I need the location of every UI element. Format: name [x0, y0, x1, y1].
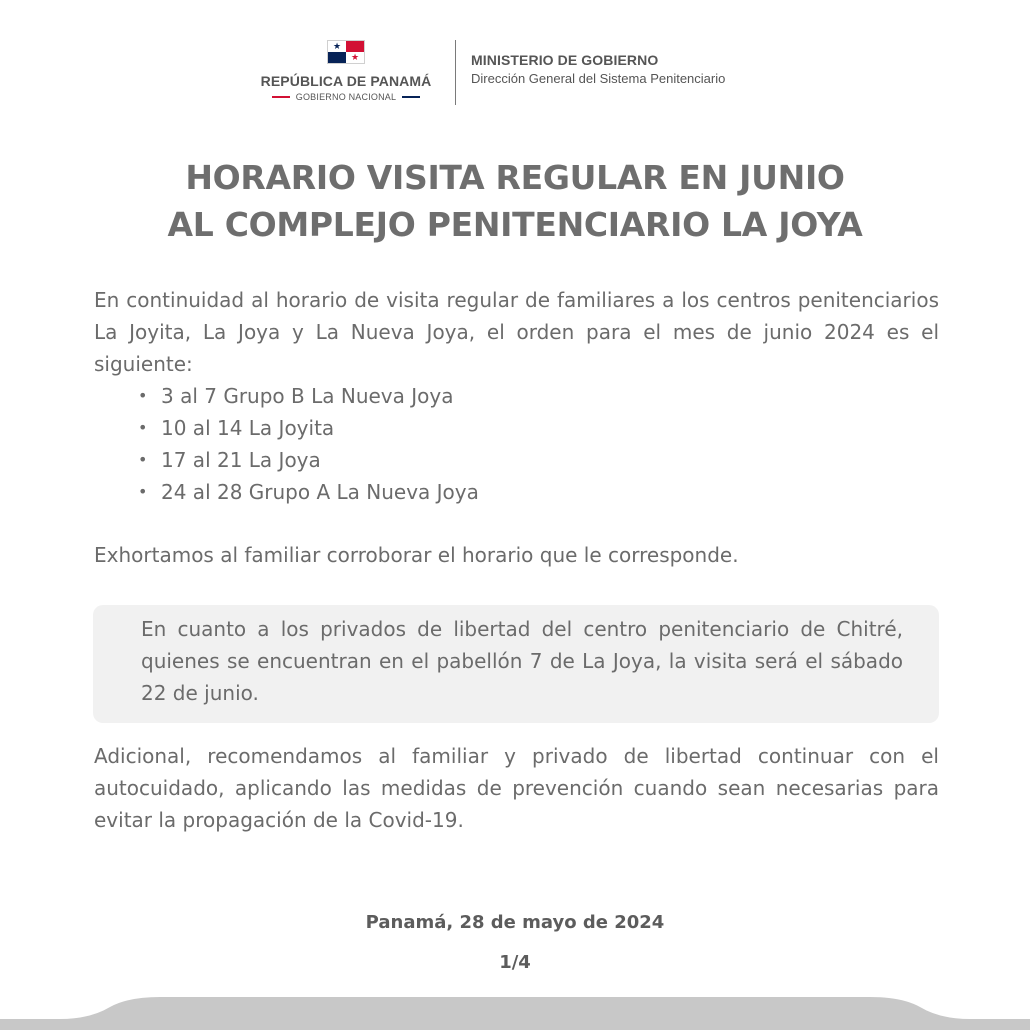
bullet-icon: •	[138, 418, 148, 437]
chitre-note-box	[93, 605, 939, 723]
schedule-item	[138, 476, 939, 508]
page-number: 1/4	[499, 952, 531, 973]
title-line-1: HORARIO VISITA REGULAR EN JUNIO	[185, 158, 845, 197]
government-label: GOBIERNO NACIONAL	[295, 92, 397, 102]
page-title	[0, 154, 1030, 248]
closing-paragraph: Adicional, recomendamos al familiar y privado de libertad continuar con el autocuidado, aplicando las medidas de prevención cuando sean necesarias para evitar la propagación de la Covid-19.	[94, 744, 939, 832]
schedule-item	[138, 412, 939, 444]
schedule-list	[94, 380, 939, 508]
footer-wave-shape	[0, 997, 1030, 1030]
header-divider	[455, 40, 456, 105]
bullet-icon: •	[138, 386, 148, 405]
intro-paragraph: En continuidad al horario de visita regular de familiares a los centros penitenciarios La Joyita, La Joya y La Nueva Joya, el orden para el mes de junio 2024 es el siguiente:	[94, 288, 939, 376]
blue-dash	[402, 96, 420, 98]
schedule-item-text: 3 al 7 Grupo B La Nueva Joya	[161, 384, 454, 408]
title-line-2: AL COMPLEJO PENITENCIARIO LA JOYA	[167, 205, 863, 244]
schedule-item	[138, 444, 939, 476]
ministry-subtitle: Dirección General del Sistema Penitenciario	[471, 71, 726, 86]
footer-decoration	[0, 995, 1030, 1030]
government-label-row	[250, 92, 442, 102]
schedule-item-text: 17 al 21 La Joya	[161, 448, 321, 472]
document-date: Panamá, 28 de mayo de 2024	[365, 912, 665, 933]
exhortation-paragraph: Exhortamos al familiar corroborar el horario que le corresponde.	[94, 543, 739, 567]
bullet-icon: •	[138, 482, 148, 501]
schedule-item	[138, 380, 939, 412]
bullet-icon: •	[138, 450, 148, 469]
chitre-note-text: En cuanto a los privados de libertad del centro penitenciario de Chitré, quienes se encuentran en el pabellón 7 de La Joya, la visita será el sábado 22 de junio.	[141, 617, 903, 705]
panama-flag-icon: ★ ★	[327, 40, 365, 64]
schedule-item-text: 24 al 28 Grupo A La Nueva Joya	[161, 480, 479, 504]
red-dash	[272, 96, 290, 98]
country-name: REPÚBLICA DE PANAMÁ	[260, 73, 432, 89]
ministry-title: MINISTERIO DE GOBIERNO	[471, 52, 659, 68]
government-logo	[250, 38, 442, 102]
document-header	[250, 38, 790, 108]
schedule-item-text: 10 al 14 La Joyita	[161, 416, 335, 440]
main-content	[94, 284, 939, 508]
ministry-block	[471, 52, 791, 86]
